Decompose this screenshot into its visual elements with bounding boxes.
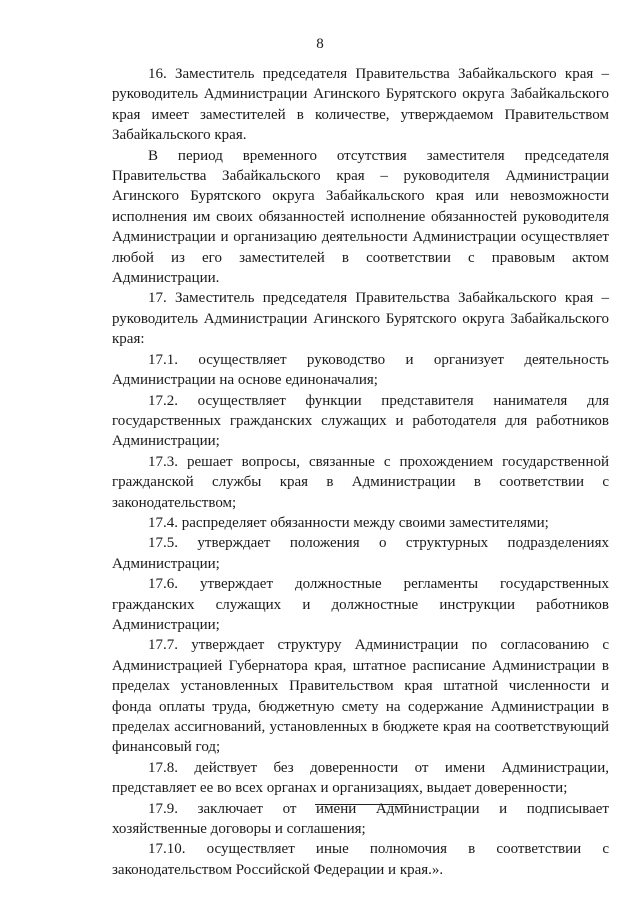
end-of-document-line <box>315 804 409 805</box>
paragraph-17-3: 17.3. решает вопросы, связанные с прохождением государственной гражданской службы края в Администрации в соответствии с законодательством; <box>112 453 609 511</box>
document-body <box>112 64 609 880</box>
paragraph-17-10: 17.10. осуществляет иные полномочия в соответствии с законодательством Российской Федерации и края.». <box>112 841 609 878</box>
paragraph-17-1: 17.1. осуществляет руководство и организует деятельность Администрации на основе единоначалия; <box>112 351 609 389</box>
paragraph-16: 16. Заместитель председателя Правительства Забайкальского края – руководитель Администрации Агинского Бурятского округа Забайкальского края имеет заместителей в количестве, утверждаемом Правительством Забайкальского края. <box>112 66 609 144</box>
paragraph-17: 17. Заместитель председателя Правительства Забайкальского края – руководитель Администрации Агинского Бурятского округа Забайкальского края: <box>112 290 609 348</box>
paragraph-16-temporary-absence: В период временного отсутствия заместителя председателя Правительства Забайкальского края – руководителя Администрации Агинского Бурятского округа Забайкальского края или невозможности исполнения им своих обязанностей исполнение обязанностей руководителя Администрации и организацию деятельности Администрации осуществляет любой из его заместителей в соответствии с правовым актом Администрации. <box>112 147 609 287</box>
paragraph-17-9: 17.9. заключает от имени Администрации и подписывает хозяйственные договоры и соглашения; <box>112 800 609 838</box>
paragraph-17-8: 17.8. действует без доверенности от имени Администрации, представляет ее во всех органах и организациях, выдает доверенности; <box>112 759 609 797</box>
paragraph-17-4: 17.4. распределяет обязанности между своими заместителями; <box>148 514 549 531</box>
page-number: 8 <box>316 36 324 52</box>
paragraph-17-7: 17.7. утверждает структуру Администрации по согласованию с Администрацией Губернатора края, штатное расписание Администрации в пределах установленных Правительством края штатной численности и фонда оплаты труда, бюджетную смету на содержание Администрации в пределах ассигнований, установленных в бюджете края на соответствующий финансовый год; <box>112 637 609 756</box>
paragraph-17-5: 17.5. утверждает положения о структурных подразделениях Администрации; <box>112 535 609 572</box>
paragraph-17-6: 17.6. утверждает должностные регламенты государственных гражданских служащих и должностные инструкции работников Администрации; <box>112 576 609 633</box>
paragraph-17-2: 17.2. осуществляет функции представителя нанимателя для государственных гражданских служащих и работодателя для работников Администрации; <box>112 392 609 450</box>
